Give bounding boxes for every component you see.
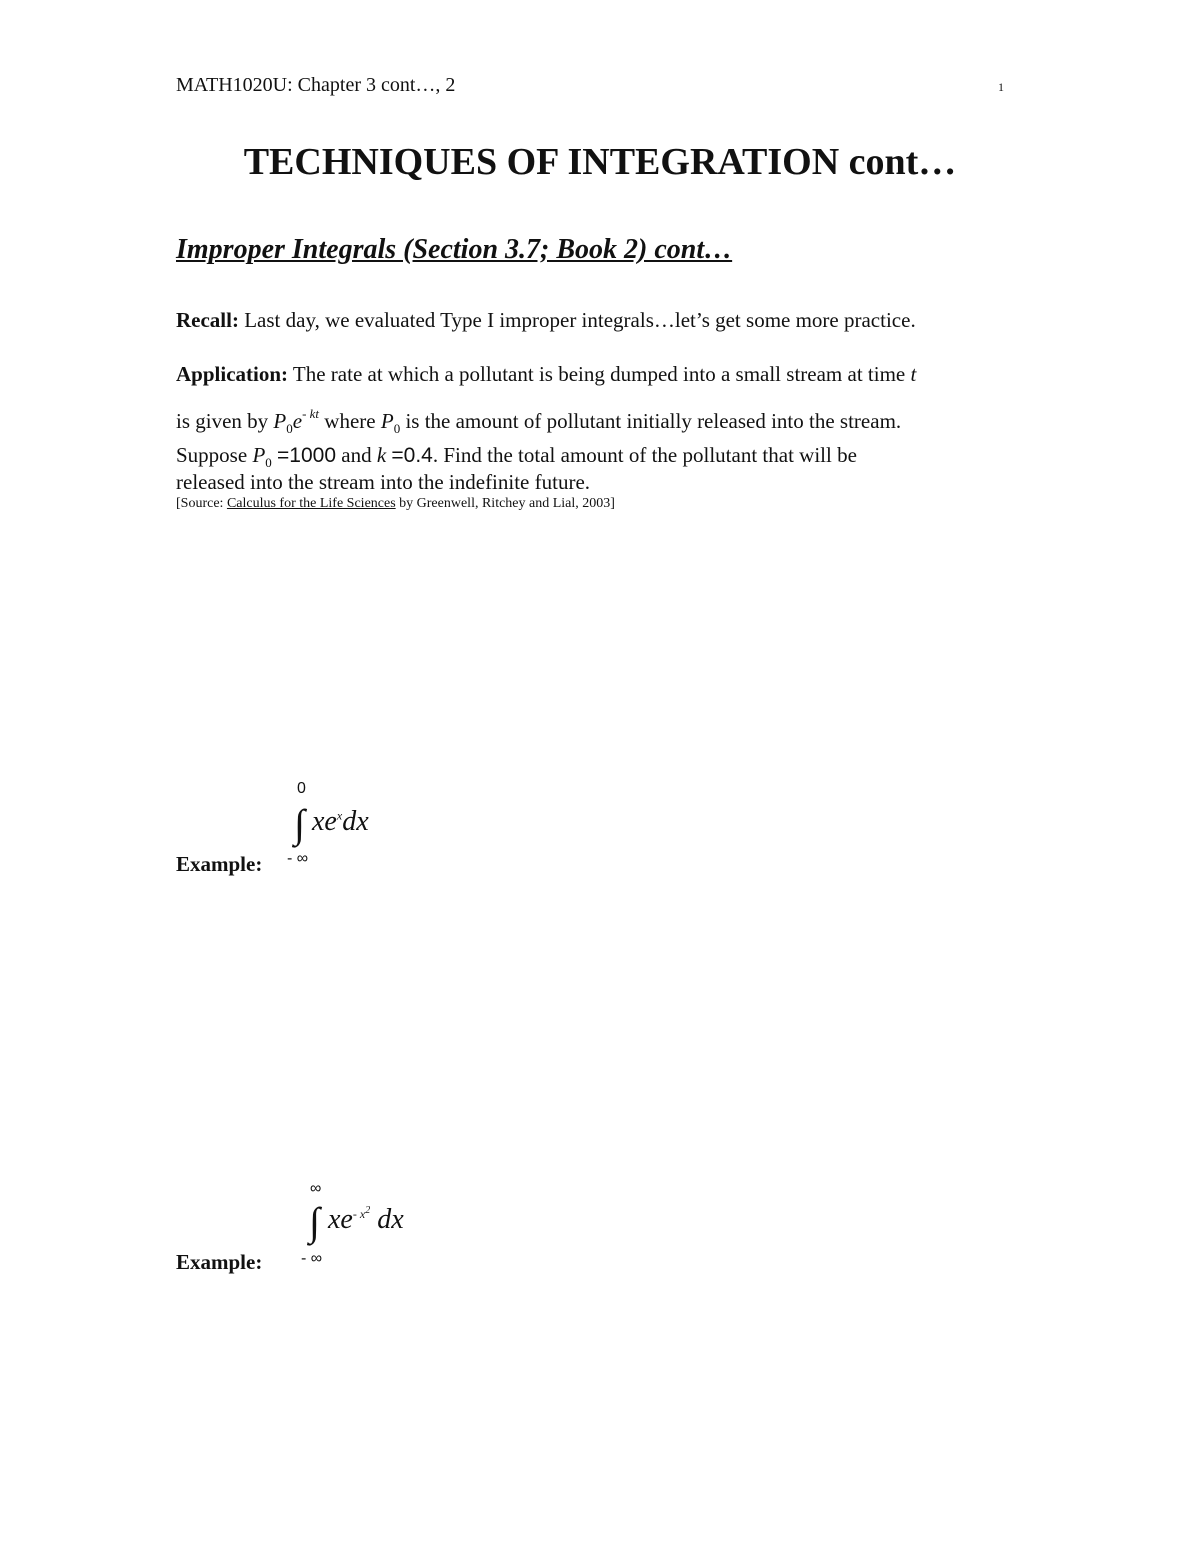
application-text-3c: . Find the total amount of the pollutant that will be bbox=[432, 443, 857, 467]
recall-text: Last day, we evaluated Type I improper integrals…let’s get some more practice. bbox=[244, 308, 916, 332]
example-1-exponent: x bbox=[336, 808, 343, 823]
section-heading: Improper Integrals (Section 3.7; Book 2) cont… bbox=[176, 234, 733, 265]
example-1-xe: xe bbox=[312, 806, 337, 837]
var-t: t bbox=[910, 362, 917, 386]
application-line-1 bbox=[176, 361, 916, 387]
p0-equation bbox=[252, 443, 272, 470]
source-citation bbox=[176, 496, 615, 512]
example-2-exponent bbox=[352, 1204, 371, 1221]
p0-symbol: P bbox=[273, 409, 287, 433]
application-text-2b: where bbox=[324, 409, 376, 433]
source-prefix: [Source: bbox=[176, 496, 224, 511]
application-line-4: released into the stream into the indefinite future. bbox=[176, 470, 591, 494]
k-value: =0.4 bbox=[391, 444, 433, 467]
page-number: 1 bbox=[998, 80, 1004, 94]
application-text-3b: and bbox=[341, 443, 372, 467]
example-1-label: Example: bbox=[176, 852, 263, 876]
recall-label: Recall: bbox=[176, 308, 239, 332]
source-suffix: by Greenwell, Ritchey and Lial, 2003] bbox=[399, 496, 615, 511]
example-2-exp-square: 2 bbox=[365, 1204, 371, 1216]
example-1-dx: dx bbox=[342, 806, 369, 837]
example-2-exp-x: - x bbox=[352, 1206, 366, 1221]
p0-subscript-2: 0 bbox=[393, 421, 401, 436]
application-text-2a: is given by bbox=[176, 409, 269, 433]
example-2-integrand bbox=[328, 1204, 404, 1236]
example-1-upper-limit: 0 bbox=[297, 780, 306, 797]
application-text-1: The rate at which a pollutant is being dumped into a small stream at time bbox=[292, 362, 906, 386]
application-text-3a: Suppose bbox=[176, 443, 248, 467]
example-1-integral-sign: ∫ bbox=[294, 801, 305, 846]
exp-superscript: - kt bbox=[302, 406, 320, 421]
application-label: Application: bbox=[176, 362, 289, 386]
p0-subscript-3: 0 bbox=[265, 455, 272, 470]
rate-formula bbox=[273, 406, 324, 436]
example-1-integrand bbox=[312, 806, 369, 838]
p0-symbol-2: P bbox=[380, 409, 394, 433]
example-2-lower-limit: - ∞ bbox=[301, 1250, 323, 1267]
application-line-2 bbox=[176, 401, 901, 442]
p0-subscript: 0 bbox=[286, 421, 293, 436]
p0-symbol-3: P bbox=[252, 443, 266, 467]
page-title: TECHNIQUES OF INTEGRATION cont… bbox=[243, 141, 957, 183]
p0-value: =1000 bbox=[277, 444, 336, 467]
example-2-label: Example: bbox=[176, 1250, 263, 1274]
recall-paragraph bbox=[176, 307, 916, 333]
example-1-lower-limit: - ∞ bbox=[287, 850, 309, 867]
header-course: MATH1020U: Chapter 3 cont…, 2 bbox=[176, 74, 456, 96]
k-symbol: k bbox=[376, 443, 387, 467]
source-book-title: Calculus for the Life Sciences bbox=[226, 496, 396, 511]
p0-term bbox=[380, 409, 401, 436]
example-2-upper-limit: ∞ bbox=[310, 1180, 322, 1197]
application-text-2c: is the amount of pollutant initially released into the stream. bbox=[405, 409, 902, 433]
example-2-dx: dx bbox=[377, 1204, 404, 1235]
example-2-xe: xe bbox=[328, 1204, 353, 1235]
exp-base: e bbox=[292, 409, 303, 433]
example-2-integral-sign: ∫ bbox=[309, 1199, 320, 1244]
